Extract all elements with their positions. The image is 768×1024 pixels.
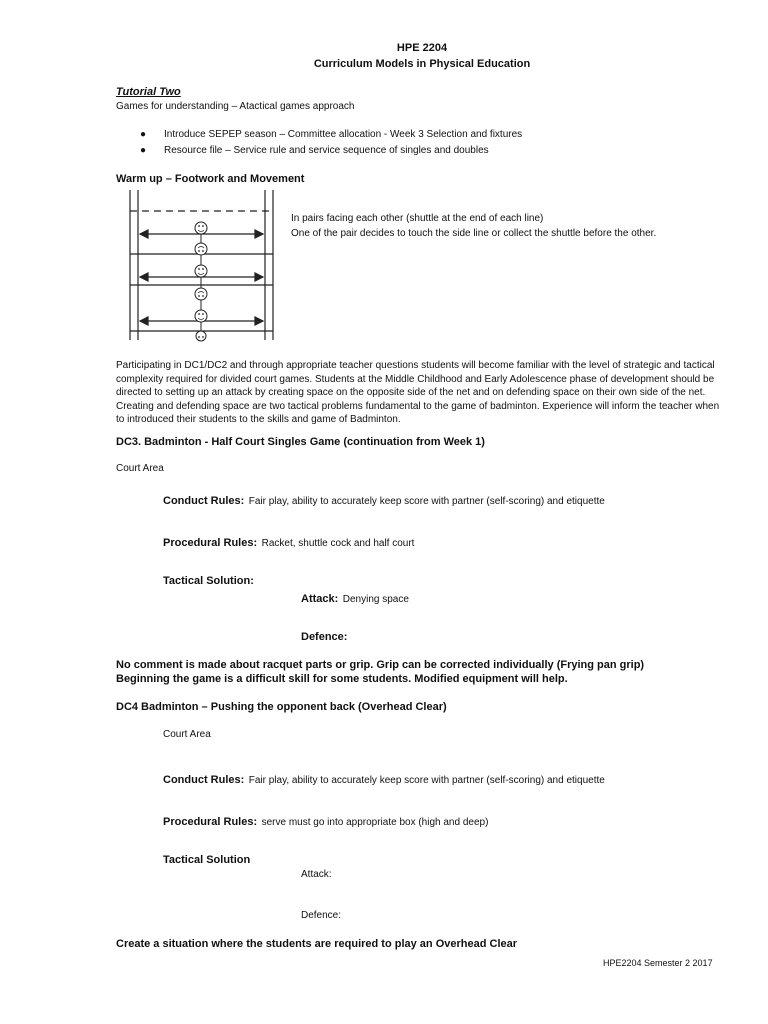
dc3-note-1: No comment is made about racquet parts or grip. Grip can be corrected individually (Frying pan grip)	[116, 659, 645, 671]
dc3-tactical-solution: Tactical Solution:	[163, 575, 254, 587]
dc4-conduct-rules: Conduct Rules: Fair play, ability to accurately keep score with partner (self-scoring) and etiquette	[163, 774, 605, 786]
course-title: Curriculum Models in Physical Education	[313, 58, 531, 70]
dc3-court-area: Court Area	[116, 463, 164, 474]
course-code: HPE 2204	[396, 42, 448, 54]
footwork-diagram	[124, 190, 284, 342]
dc4-tactical-solution: Tactical Solution	[163, 854, 251, 866]
dc3-attack: Attack: Denying space	[301, 593, 409, 605]
intro-paragraph: Participating in DC1/DC2 and through appropriate teacher questions students will become familiar with the level of strategic and tactical complexity required for divided court games. Students at the Middle Childhood and Early Adolescence phase of development should be directed to setting up an attack by creating space on the opposite side of the net and on defending space on their own side of the net. Creating and defending space are two tactical problems fundamental to the game of badminton. Experience will inform the teacher when to introduced their students to the skills and game of Badminton.	[116, 360, 720, 425]
warmup-line-2: One of the pair decides to touch the side line or collect the shuttle before the other.	[291, 228, 657, 239]
dc4-court-area: Court Area	[163, 729, 211, 740]
dc3-defence: Defence:	[301, 631, 348, 643]
dc3-conduct-rules: Conduct Rules: Fair play, ability to accurately keep score with partner (self-scoring) and etiquette	[163, 495, 605, 507]
dc3-note-2: Beginning the game is a difficult skill for some students. Modified equipment will help.	[116, 673, 568, 685]
dc4-heading: DC4 Badminton – Pushing the opponent back (Overhead Clear)	[116, 701, 447, 713]
page-footer: HPE2204 Semester 2 2017	[603, 958, 713, 968]
list-item: ● Introduce SEPEP season – Committee allocation - Week 3 Selection and fixtures	[140, 129, 523, 140]
dc4-final-instruction: Create a situation where the students are required to play an Overhead Clear	[116, 938, 518, 950]
dc4-attack: Attack:	[301, 869, 332, 880]
dc3-procedural-rules: Procedural Rules: Racket, shuttle cock and half court	[163, 537, 415, 549]
warmup-line-1: In pairs facing each other (shuttle at the end of each line)	[291, 213, 544, 224]
dc4-procedural-rules: Procedural Rules: serve must go into appropriate box (high and deep)	[163, 816, 489, 828]
dc4-defence: Defence:	[301, 910, 342, 921]
list-item: ● Resource file – Service rule and service sequence of singles and doubles	[140, 145, 489, 156]
tutorial-title: Tutorial Two	[116, 86, 181, 98]
warmup-heading: Warm up – Footwork and Movement	[116, 173, 305, 185]
dc3-heading: DC3. Badminton - Half Court Singles Game (continuation from Week 1)	[116, 436, 485, 448]
tutorial-subtitle: Games for understanding – Atactical games approach	[116, 101, 355, 112]
